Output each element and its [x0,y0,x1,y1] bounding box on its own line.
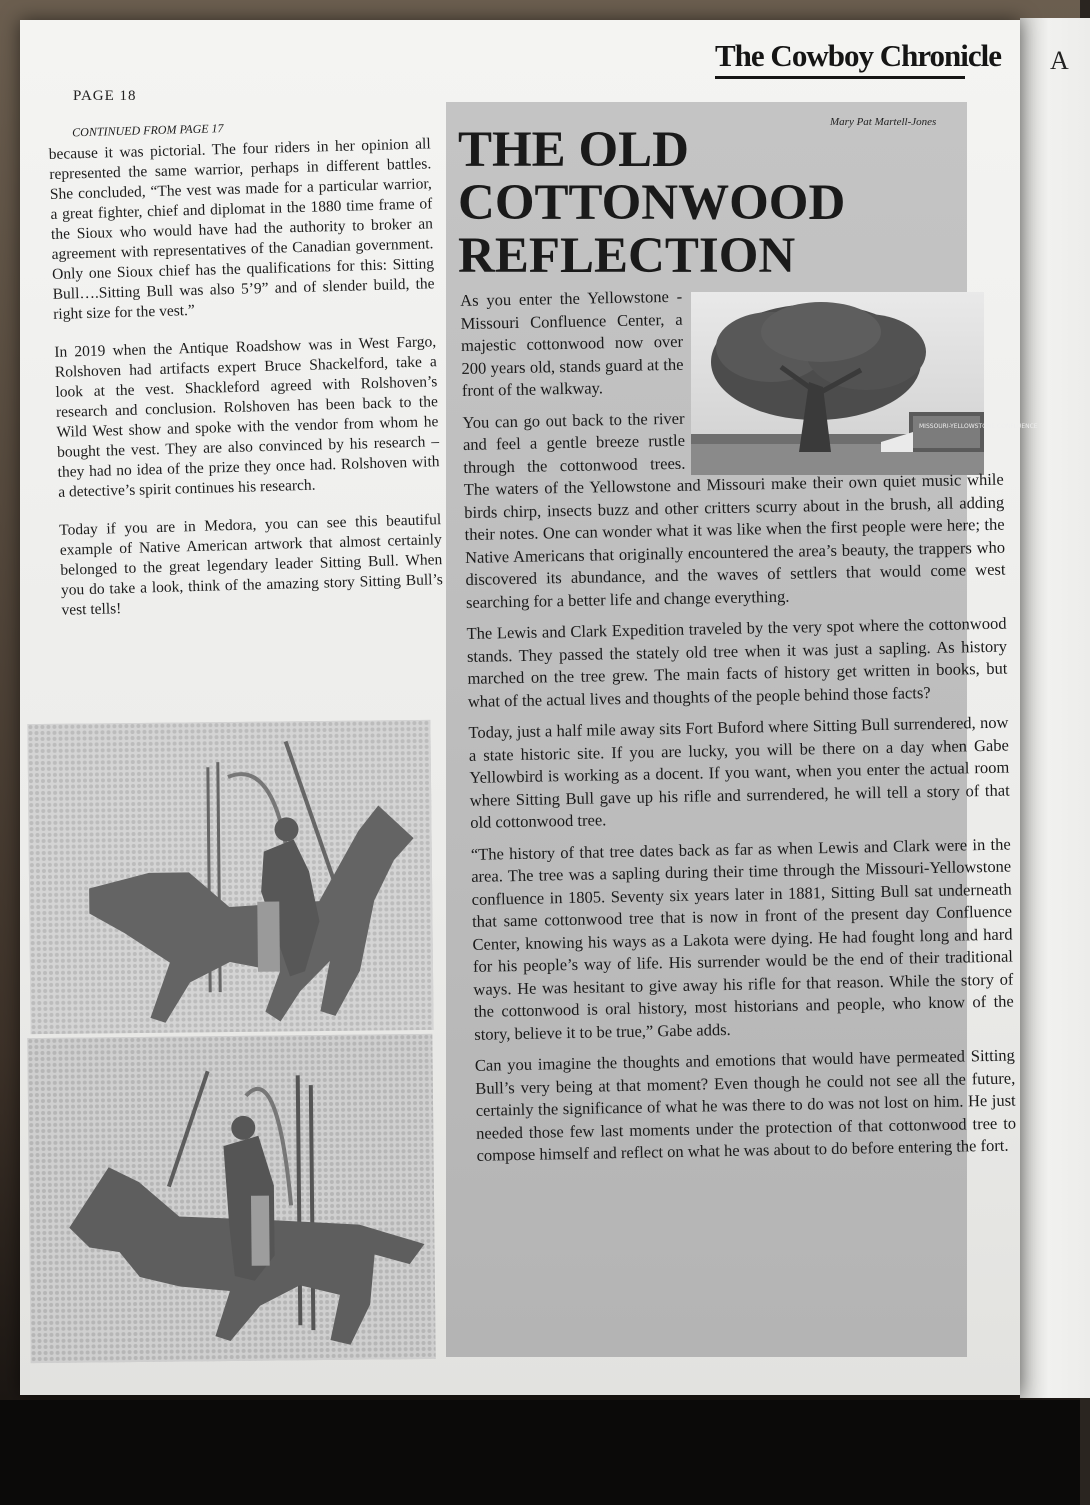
photo-wrap-space [682,280,1003,466]
publication-title: The Cowboy Chronicle [715,38,1002,73]
bottom-table-shadow [0,1400,1080,1505]
page-number: PAGE 18 [73,88,137,104]
beaded-vest-photo-top [27,720,433,1034]
sidebar-paragraph-1: As you enter the Yellowstone - Missouri Confluence Center, a majestic cottonwood now over 200 years old, stands guard at the front of the walkway. [460,286,684,400]
next-page-edge [1020,18,1090,1398]
masthead-rule [715,76,965,79]
sidebar-paragraph-6: Can you imagine the thoughts and emotions that would have permeated Sitting Bull’s very being at that moment? Even though he could not see all the future, certainly the significance of what he was there to do was not lost on him. He just needed those few last moments under the protection of that cottonwood tree to compose himself and reflect on what he was about to do before entering the fort. [474,1045,1017,1165]
article-title: THE OLD COTTONWOOD REFLECTION [458,122,846,284]
continued-label: CONTINUED FROM PAGE 17 [71,121,224,140]
sidebar-article-body [460,280,1017,1177]
beaded-vest-photo-bottom [27,1034,435,1363]
sidebar-paragraph-3: The Lewis and Clark Expedition traveled by the very spot where the cottonwood stands. They passed the stately old tree when it was just a sapling. As history marched on the tree grew. The main facts of history get written in books, but what of the actual lives and thoughts of the people behind those facts? [466,613,1008,711]
left-paragraph-2: In 2019 when the Antique Roadshow was in West Fargo, Rolshoven had artifacts expert Bruce Shackelford, take a look at the vest. Shackleford agreed with Rolshoven’s research and conclusion. Rolshoven has been back to the Wild West show and spoke with the vendor from whom he bought the vest. They are also convinced by his research – they had no idea of the prize they once had. Rolshoven with a detective’s spirit continues his research. [54,333,440,501]
left-paragraph-3: Today if you are in Medora, you can see this beautiful example of Native American artwork that almost certainly belonged to the great legendary leader Sitting Bull. When you do take a look, think of the amazing story Sitting Bull’s vest tells! [59,511,444,619]
left-article-column [48,115,444,638]
left-paragraph-1: because it was pictorial. The four riders in her opinion all represented the same warrior, perhaps in different battles. She concluded, “The vest was made for a particular warrior, a great fighter, chief and diplomat in the 1880 time frame of the Sioux who would have had the authority to broker an agreement with representatives of the Canadian government. Only one Sioux chief has the qualifications for this: Sitting Bull….Sitting Bull was also 5’9” and of slender build, the right size for the vest.” [48,135,435,323]
sidebar-paragraph-5: “The history of that tree dates back as far as when Lewis and Clark were in the area. The tree was a sapling during their time through the Missouri-Yellowstone confluence in 1805. Seventy six years later in 1881, Sitting Bull sat underneath that same cottonwood tree that is now in front of the present day Confluence Center, knowing his ways as a Lakota were dying. He had fought long and hard for his people’s way of life. His surrender would be the end of their traditional ways. He was hesitant to give away his rifle for that reason. While the story of the cottonwood is oral history, most historians and people, who know of the story, believe it to be true,” Gabe adds. [470,834,1014,1044]
sidebar-paragraph-4: Today, just a half mile away sits Fort Buford where Sitting Bull surrendered, now a state historic site. If you are lucky, you will be there on a day when Gabe Yellowbird is working as a docent. If you want, when you enter the actual room where Sitting Bull gave up his rifle and surrendered, he will tell a story of that old cottonwood tree. [468,712,1010,832]
sign-text: MISSOURI-YELLOWSTONE CONFLUENCE [919,423,1038,430]
sidebar-paragraph-2: You can go out back to the river and feel a gentle breeze rustle through the cottonwood trees. The waters of the Yellowstone and Missouri make their own quiet music while birds chirp, insects buzz and other critters scurry about in the brush, all adding their notes. One can wonder what it was like when the first people were here; the Native Americans that originally encountered the area’s beauty, the trappers who discovered its abundance, and the waves of settlers that would come west searching for a better life and change everything. [462,408,1006,612]
next-page-letter: A [1050,46,1069,75]
author-byline: Mary Pat Martell-Jones [830,116,937,128]
